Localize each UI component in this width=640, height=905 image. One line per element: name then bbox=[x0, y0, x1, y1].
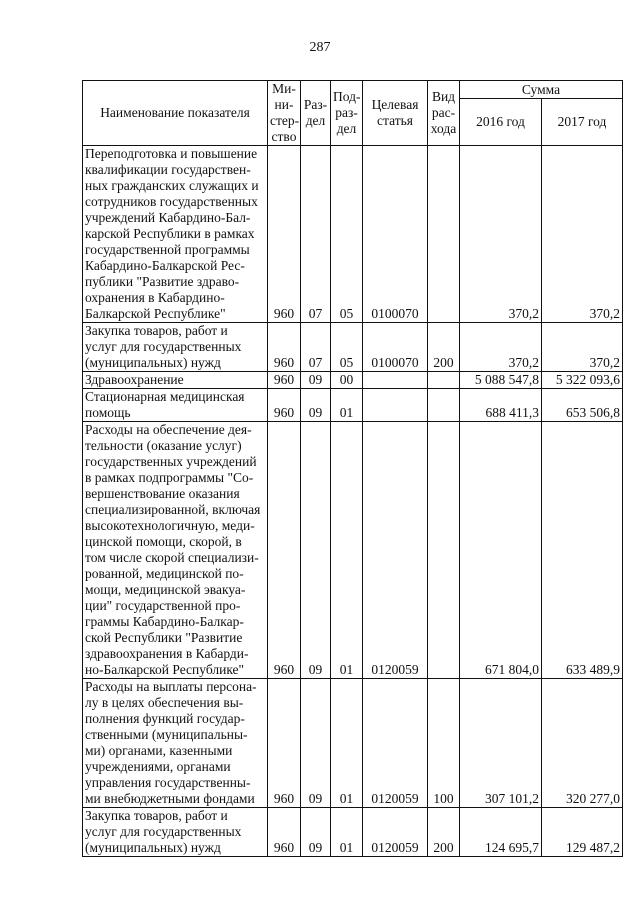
section-cell: 07 bbox=[301, 323, 331, 372]
section-cell: 09 bbox=[301, 389, 331, 422]
budget-table bbox=[82, 80, 623, 857]
ministry-cell: 960 bbox=[268, 389, 301, 422]
expense-type-cell bbox=[428, 389, 460, 422]
indicator-name: Переподготовка и повышение квалификации государствен- ных гражданских служащих и сотрудников государственных учреждений Кабардино-Бал- карской Республики в рамках государственной программы Кабардино-Балкарской Рес- публики "Развитие здраво- охранения в Кабардино- Балкарской Республике" bbox=[83, 146, 268, 323]
table-row bbox=[83, 422, 623, 679]
target-article-cell: 0100070 bbox=[363, 323, 428, 372]
sum-2016-cell: 370,2 bbox=[460, 323, 542, 372]
sum-2017-cell: 5 322 093,6 bbox=[542, 372, 623, 389]
sum-2016-cell: 370,2 bbox=[460, 146, 542, 323]
section-cell: 07 bbox=[301, 146, 331, 323]
sum-2017-cell: 370,2 bbox=[542, 146, 623, 323]
table-row bbox=[83, 146, 623, 323]
sum-2017-cell: 129 487,2 bbox=[542, 808, 623, 857]
sum-2017-cell: 320 277,0 bbox=[542, 679, 623, 808]
ministry-cell: 960 bbox=[268, 679, 301, 808]
expense-type-cell bbox=[428, 146, 460, 323]
ministry-cell: 960 bbox=[268, 372, 301, 389]
sum-2017-cell: 653 506,8 bbox=[542, 389, 623, 422]
ministry-cell: 960 bbox=[268, 808, 301, 857]
subsection-cell: 05 bbox=[331, 323, 363, 372]
target-article-cell: 0100070 bbox=[363, 146, 428, 323]
section-cell: 09 bbox=[301, 372, 331, 389]
indicator-name: Расходы на выплаты персона- лу в целях обеспечения вы- полнения функций государ- ственными (муниципальны- ми) органами, казенными учреждениями, органами управления государственны- ми внебюджетными фондами bbox=[83, 679, 268, 808]
section-cell: 09 bbox=[301, 679, 331, 808]
expense-type-cell: 200 bbox=[428, 323, 460, 372]
expense-type-cell: 100 bbox=[428, 679, 460, 808]
target-article-cell bbox=[363, 389, 428, 422]
section-cell: 09 bbox=[301, 808, 331, 857]
section-cell: 09 bbox=[301, 422, 331, 679]
target-article-cell: 0120059 bbox=[363, 422, 428, 679]
expense-type-cell bbox=[428, 422, 460, 679]
subsection-cell: 05 bbox=[331, 146, 363, 323]
indicator-name: Здравоохранение bbox=[83, 372, 268, 389]
sum-2016-cell: 671 804,0 bbox=[460, 422, 542, 679]
header-section: Раз- дел bbox=[301, 81, 331, 146]
table-row bbox=[83, 389, 623, 422]
target-article-cell: 0120059 bbox=[363, 679, 428, 808]
header-sum: Сумма bbox=[460, 81, 623, 99]
expense-type-cell bbox=[428, 372, 460, 389]
table-row bbox=[83, 808, 623, 857]
table-row bbox=[83, 372, 623, 389]
subsection-cell: 01 bbox=[331, 389, 363, 422]
subsection-cell: 01 bbox=[331, 679, 363, 808]
header-ministry: Ми- ни- стер- ство bbox=[268, 81, 301, 146]
expense-type-cell: 200 bbox=[428, 808, 460, 857]
header-year-2017: 2017 год bbox=[542, 99, 623, 146]
table-row bbox=[83, 679, 623, 808]
indicator-name: Стационарная медицинская помощь bbox=[83, 389, 268, 422]
header-expense-type: Вид рас- хода bbox=[428, 81, 460, 146]
header-year-2016: 2016 год bbox=[460, 99, 542, 146]
ministry-cell: 960 bbox=[268, 146, 301, 323]
ministry-cell: 960 bbox=[268, 422, 301, 679]
table-row bbox=[83, 323, 623, 372]
header-name: Наименование показателя bbox=[83, 81, 268, 146]
sum-2016-cell: 688 411,3 bbox=[460, 389, 542, 422]
ministry-cell: 960 bbox=[268, 323, 301, 372]
target-article-cell: 0120059 bbox=[363, 808, 428, 857]
subsection-cell: 00 bbox=[331, 372, 363, 389]
target-article-cell bbox=[363, 372, 428, 389]
page-number: 287 bbox=[309, 40, 331, 55]
sum-2016-cell: 5 088 547,8 bbox=[460, 372, 542, 389]
indicator-name: Закупка товаров, работ и услуг для государственных (муниципальных) нужд bbox=[83, 323, 268, 372]
indicator-name: Расходы на обеспечение дея- тельности (оказание услуг) государственных учреждений в рамках подпрограммы "Со- вершенствование оказания специализированной, включая высокотехнологичную, меди- цинской помощи, скорой, в том числе скорой специализи- рованной, медицинской по- мощи, медицинской эвакуа- ции" государственной про- граммы Кабардино-Балкар- ской Республики "Развитие здравоохранения в Кабарди- но-Балкарской Республике" bbox=[83, 422, 268, 679]
sum-2016-cell: 124 695,7 bbox=[460, 808, 542, 857]
sum-2017-cell: 633 489,9 bbox=[542, 422, 623, 679]
sum-2016-cell: 307 101,2 bbox=[460, 679, 542, 808]
header-target-article: Целевая статья bbox=[363, 81, 428, 146]
indicator-name: Закупка товаров, работ и услуг для государственных (муниципальных) нужд bbox=[83, 808, 268, 857]
subsection-cell: 01 bbox=[331, 422, 363, 679]
header-subsection: Под- раз- дел bbox=[331, 81, 363, 146]
subsection-cell: 01 bbox=[331, 808, 363, 857]
sum-2017-cell: 370,2 bbox=[542, 323, 623, 372]
